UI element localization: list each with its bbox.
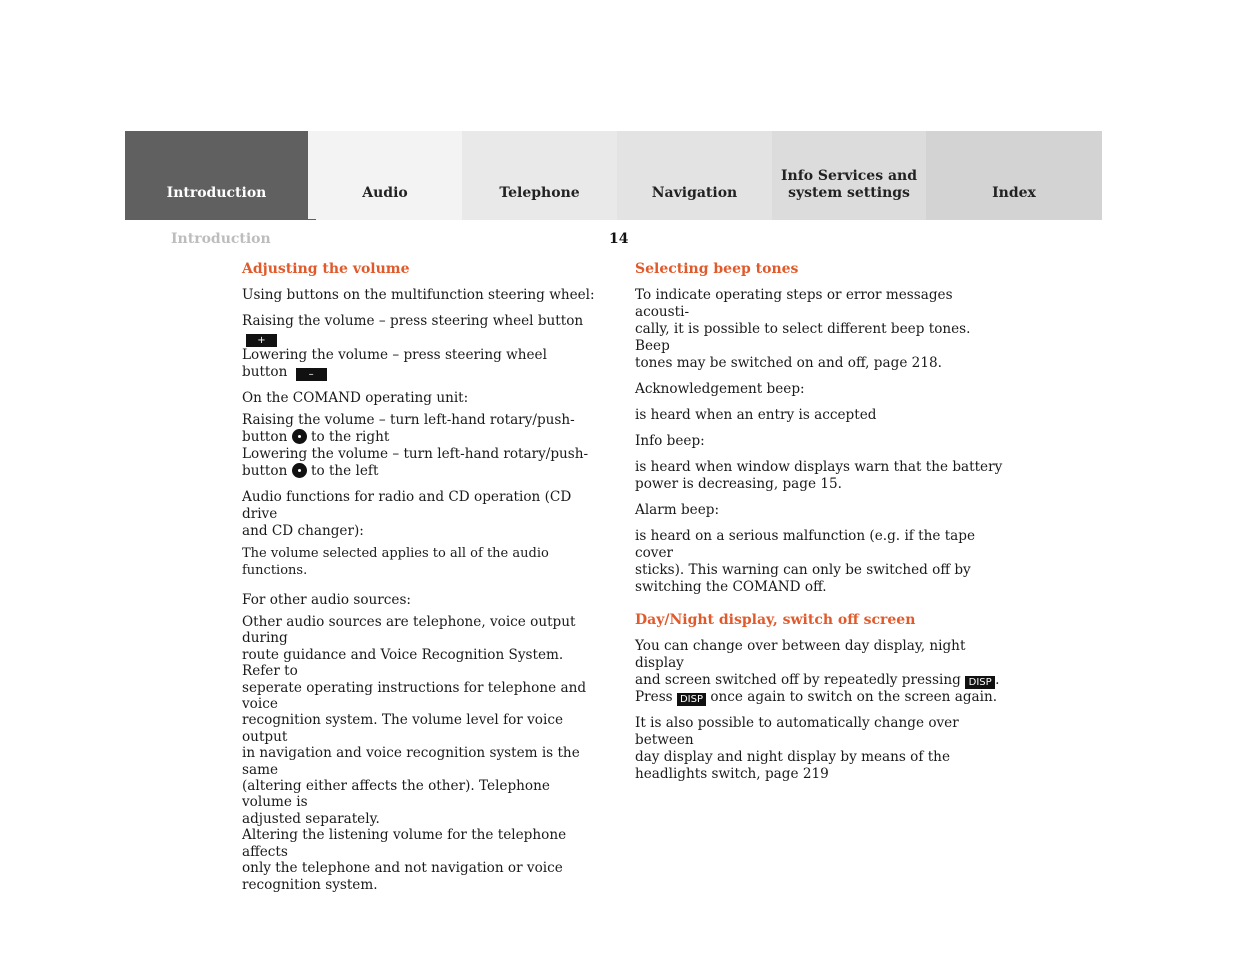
tab-label: Audio — [362, 185, 408, 201]
text-line: sticks). This warning can only be switched off by — [635, 562, 971, 578]
text-line: to the left — [310, 463, 379, 479]
tab-label: Telephone — [499, 185, 580, 201]
tab-label: Introduction — [166, 185, 267, 201]
text-line: is heard when window displays warn that the battery — [635, 459, 1003, 475]
tab-label: Index — [992, 185, 1036, 201]
rotary-knob-icon — [292, 429, 307, 444]
tab-label: Navigation — [651, 185, 738, 201]
text-line: Raising the volume – press steering wheel button — [242, 313, 584, 329]
paragraph: Info beep: — [635, 433, 705, 449]
paragraph — [635, 715, 1005, 783]
text-line: day display and night display by means of the — [635, 749, 950, 765]
tab-label-line1: Info Services and — [780, 168, 918, 184]
tab-telephone[interactable] — [462, 131, 617, 220]
text-line: Lowering the volume – press steering wheel — [242, 347, 547, 363]
disp-button-key: DISP — [677, 693, 706, 706]
paragraph: Acknowledgement beep: — [635, 381, 805, 397]
text-line: cally, it is possible to select different beep tones. Beep — [635, 321, 971, 354]
paragraph: For other audio sources: — [242, 592, 411, 608]
tab-label — [781, 168, 917, 202]
right-column — [635, 261, 1005, 783]
text-line: It is also possible to automatically change over between — [635, 715, 959, 748]
section-heading: Selecting beep tones — [635, 261, 799, 277]
paragraph — [635, 287, 1005, 372]
tab-info-services[interactable] — [772, 131, 926, 220]
text-line: adjusted separately. — [242, 810, 380, 827]
text-line: switching the COMAND off. — [635, 579, 827, 595]
paragraph: The volume selected applies to all of the audio functions. — [242, 546, 549, 578]
active-tab-underline — [308, 219, 316, 220]
text-line: tones may be switched on and off, page 218. — [635, 355, 942, 371]
text-line: is heard on a serious malfunction (e.g. if the tape cover — [635, 528, 976, 561]
tab-audio[interactable] — [308, 131, 462, 220]
text-line: (altering either affects the other). Telephone volume is — [242, 778, 550, 811]
text-line: Press — [635, 689, 673, 705]
text-line: button — [242, 463, 288, 479]
text-line: power is decreasing, page 15. — [635, 476, 842, 492]
text-line: recognition system. — [242, 876, 378, 893]
paragraph: Alarm beep: — [635, 502, 720, 518]
text-line: To indicate operating steps or error messages acousti- — [635, 287, 953, 320]
section-heading: Adjusting the volume — [242, 261, 410, 277]
paragraph — [242, 489, 604, 540]
text-line: headlights switch, page 219 — [635, 766, 829, 782]
text-line: Raising the volume – turn left-hand rotary/push- — [242, 412, 575, 428]
paragraph: On the COMAND operating unit: — [242, 390, 469, 406]
text-line: once again to switch on the screen again. — [710, 689, 998, 705]
tab-introduction[interactable] — [125, 131, 308, 220]
page-number: 14 — [609, 231, 629, 247]
tab-label-line2: system settings — [788, 185, 910, 201]
text-line: and CD changer): — [242, 523, 364, 539]
paragraph — [242, 313, 604, 381]
left-column — [242, 261, 604, 893]
section-heading: Day/Night display, switch off screen — [635, 612, 916, 628]
paragraph: Using buttons on the multifunction steering wheel: — [242, 287, 595, 303]
paragraph — [635, 459, 1005, 493]
text-line: route guidance and Voice Recognition System. Refer to — [242, 646, 564, 680]
tab-navigation[interactable] — [617, 131, 772, 220]
text-line: and screen switched off by repeatedly pressing — [635, 672, 961, 688]
minus-button-key: – — [296, 368, 327, 381]
paragraph: is heard when an entry is accepted — [635, 407, 877, 423]
section-label: Introduction — [171, 231, 271, 247]
text-line: Lowering the volume – turn left-hand rotary/push- — [242, 446, 589, 462]
text-line: button — [242, 429, 288, 445]
paragraph — [242, 614, 604, 893]
paragraph — [242, 412, 604, 480]
text-line: button — [242, 364, 288, 380]
text-line: . — [995, 672, 1000, 688]
disp-button-key: DISP — [965, 676, 995, 689]
text-line: in navigation and voice recognition system is the same — [242, 745, 580, 778]
text-line: You can change over between day display, night display — [635, 638, 966, 671]
text-line: recognition system. The volume level for voice output — [242, 712, 563, 745]
text-line: only the telephone and not navigation or voice — [242, 860, 563, 877]
plus-button-key: + — [246, 334, 277, 347]
rotary-knob-icon — [292, 463, 307, 478]
text-line: Audio functions for radio and CD operation (CD drive — [242, 489, 572, 522]
text-line: Other audio sources are telephone, voice output during — [242, 614, 576, 647]
text-line: Altering the listening volume for the telephone affects — [242, 827, 567, 860]
text-line: seperate operating instructions for telephone and voice — [242, 679, 587, 713]
paragraph — [635, 638, 1005, 706]
paragraph — [635, 528, 1005, 596]
text-line: to the right — [310, 429, 390, 445]
chapter-tabs — [125, 131, 1102, 220]
tab-index[interactable] — [926, 131, 1102, 220]
